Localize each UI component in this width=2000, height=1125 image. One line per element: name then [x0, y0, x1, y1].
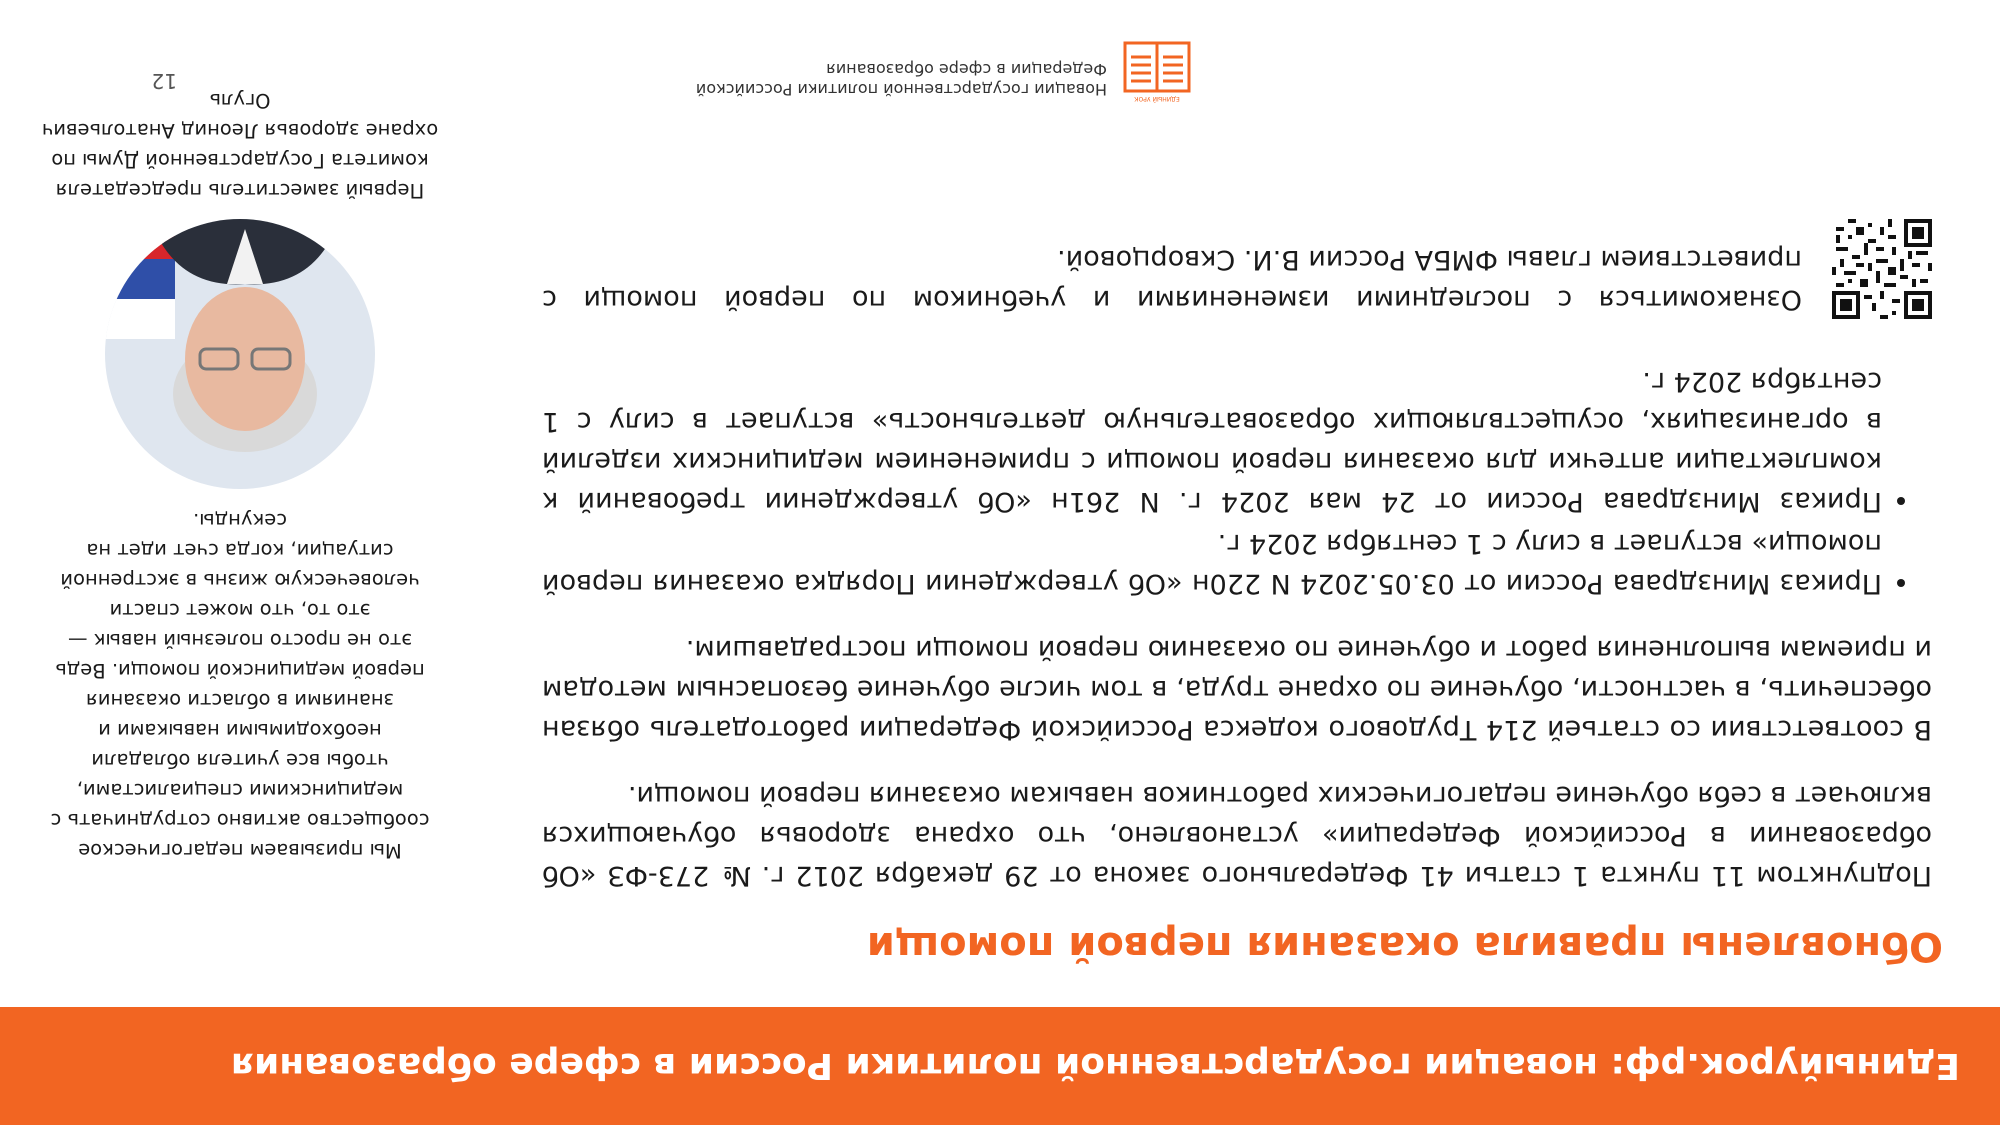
expert-quote: Мы призываем педагогическое сообщество активно сотрудничать с медицинскими специалистами, чтобы все учителя обладали необходимыми навыками и знаниями в области оказания первой медицинской помощи. Ведь это не просто полезный навык — это то, что может спасти человеческую жизнь в экстренной ситуации, когда счет идет на секунды. [50, 509, 430, 862]
logo-caption: ЕДИНЫЙ УРОК [1134, 95, 1180, 102]
footer-caption: Новации государственной политики Российской Федерации в сфере образования [695, 60, 1107, 99]
qr-code-icon[interactable] [1832, 219, 1932, 319]
avatar [105, 219, 375, 489]
portrait-photo [105, 219, 375, 489]
banner-title: Единыйурок.рф: новации государственной политики России в сфере образования [230, 1045, 1960, 1087]
qr-block [542, 219, 1932, 319]
quote-sidebar [40, 85, 440, 865]
paragraph-1: Подпунктом 11 пункта 1 статьи 41 Федерального закона от 29 декабря 2012 г. № 273-ФЗ «Об образовании в Российской Федерации» установлено, что охрана здоровья обучающихся включает в себя обучение педагогических работников навыкам оказания первой помощи. [542, 780, 1932, 891]
article-headline: Обновлены правила оказания первой помощи [866, 923, 1943, 969]
qr-caption: Ознакомиться с последними изменениями и учебником по первой помощи с приветствием главы ФМБА России В.И. Скворцовой. [542, 244, 1802, 315]
order-item-1: • Приказ Минздрава России от 03.05.2024 N 220н «Об утверждении Порядка оказания первой помощи» вступает в силу с 1 сентября 2024 г. [542, 523, 1882, 603]
page-footer [0, 0, 2000, 105]
book-logo-icon [1119, 39, 1195, 105]
expert-title: Первый заместитель председателя комитета Государственной Думы по охране здоровья Леонид Анатольевич Огуль [41, 89, 439, 202]
page-number: 12 [151, 69, 177, 93]
top-banner [0, 1007, 2000, 1125]
order-item-2: • Приказ Минздрава России от 24 мая 2024 г. N 261н «Об утверждении требований к комплектации аптечки для оказания первой помощи с применением медицинских изделий в организациях, осуществляющих образовательную деятельность» вступает в силу с 1 сентября 2024 г. [542, 361, 1882, 521]
order-list [542, 361, 1932, 603]
article-body [542, 219, 1932, 895]
paragraph-2: В соответствии со статьей 214 Трудового кодекса Российской Федерации работодатель обязан обеспечить, в частности, обучение по охране труда, в том числе обучение безопасным методам и приемам выполнения работ и обучение по оказанию первой помощи пострадавшим. [542, 634, 1932, 745]
